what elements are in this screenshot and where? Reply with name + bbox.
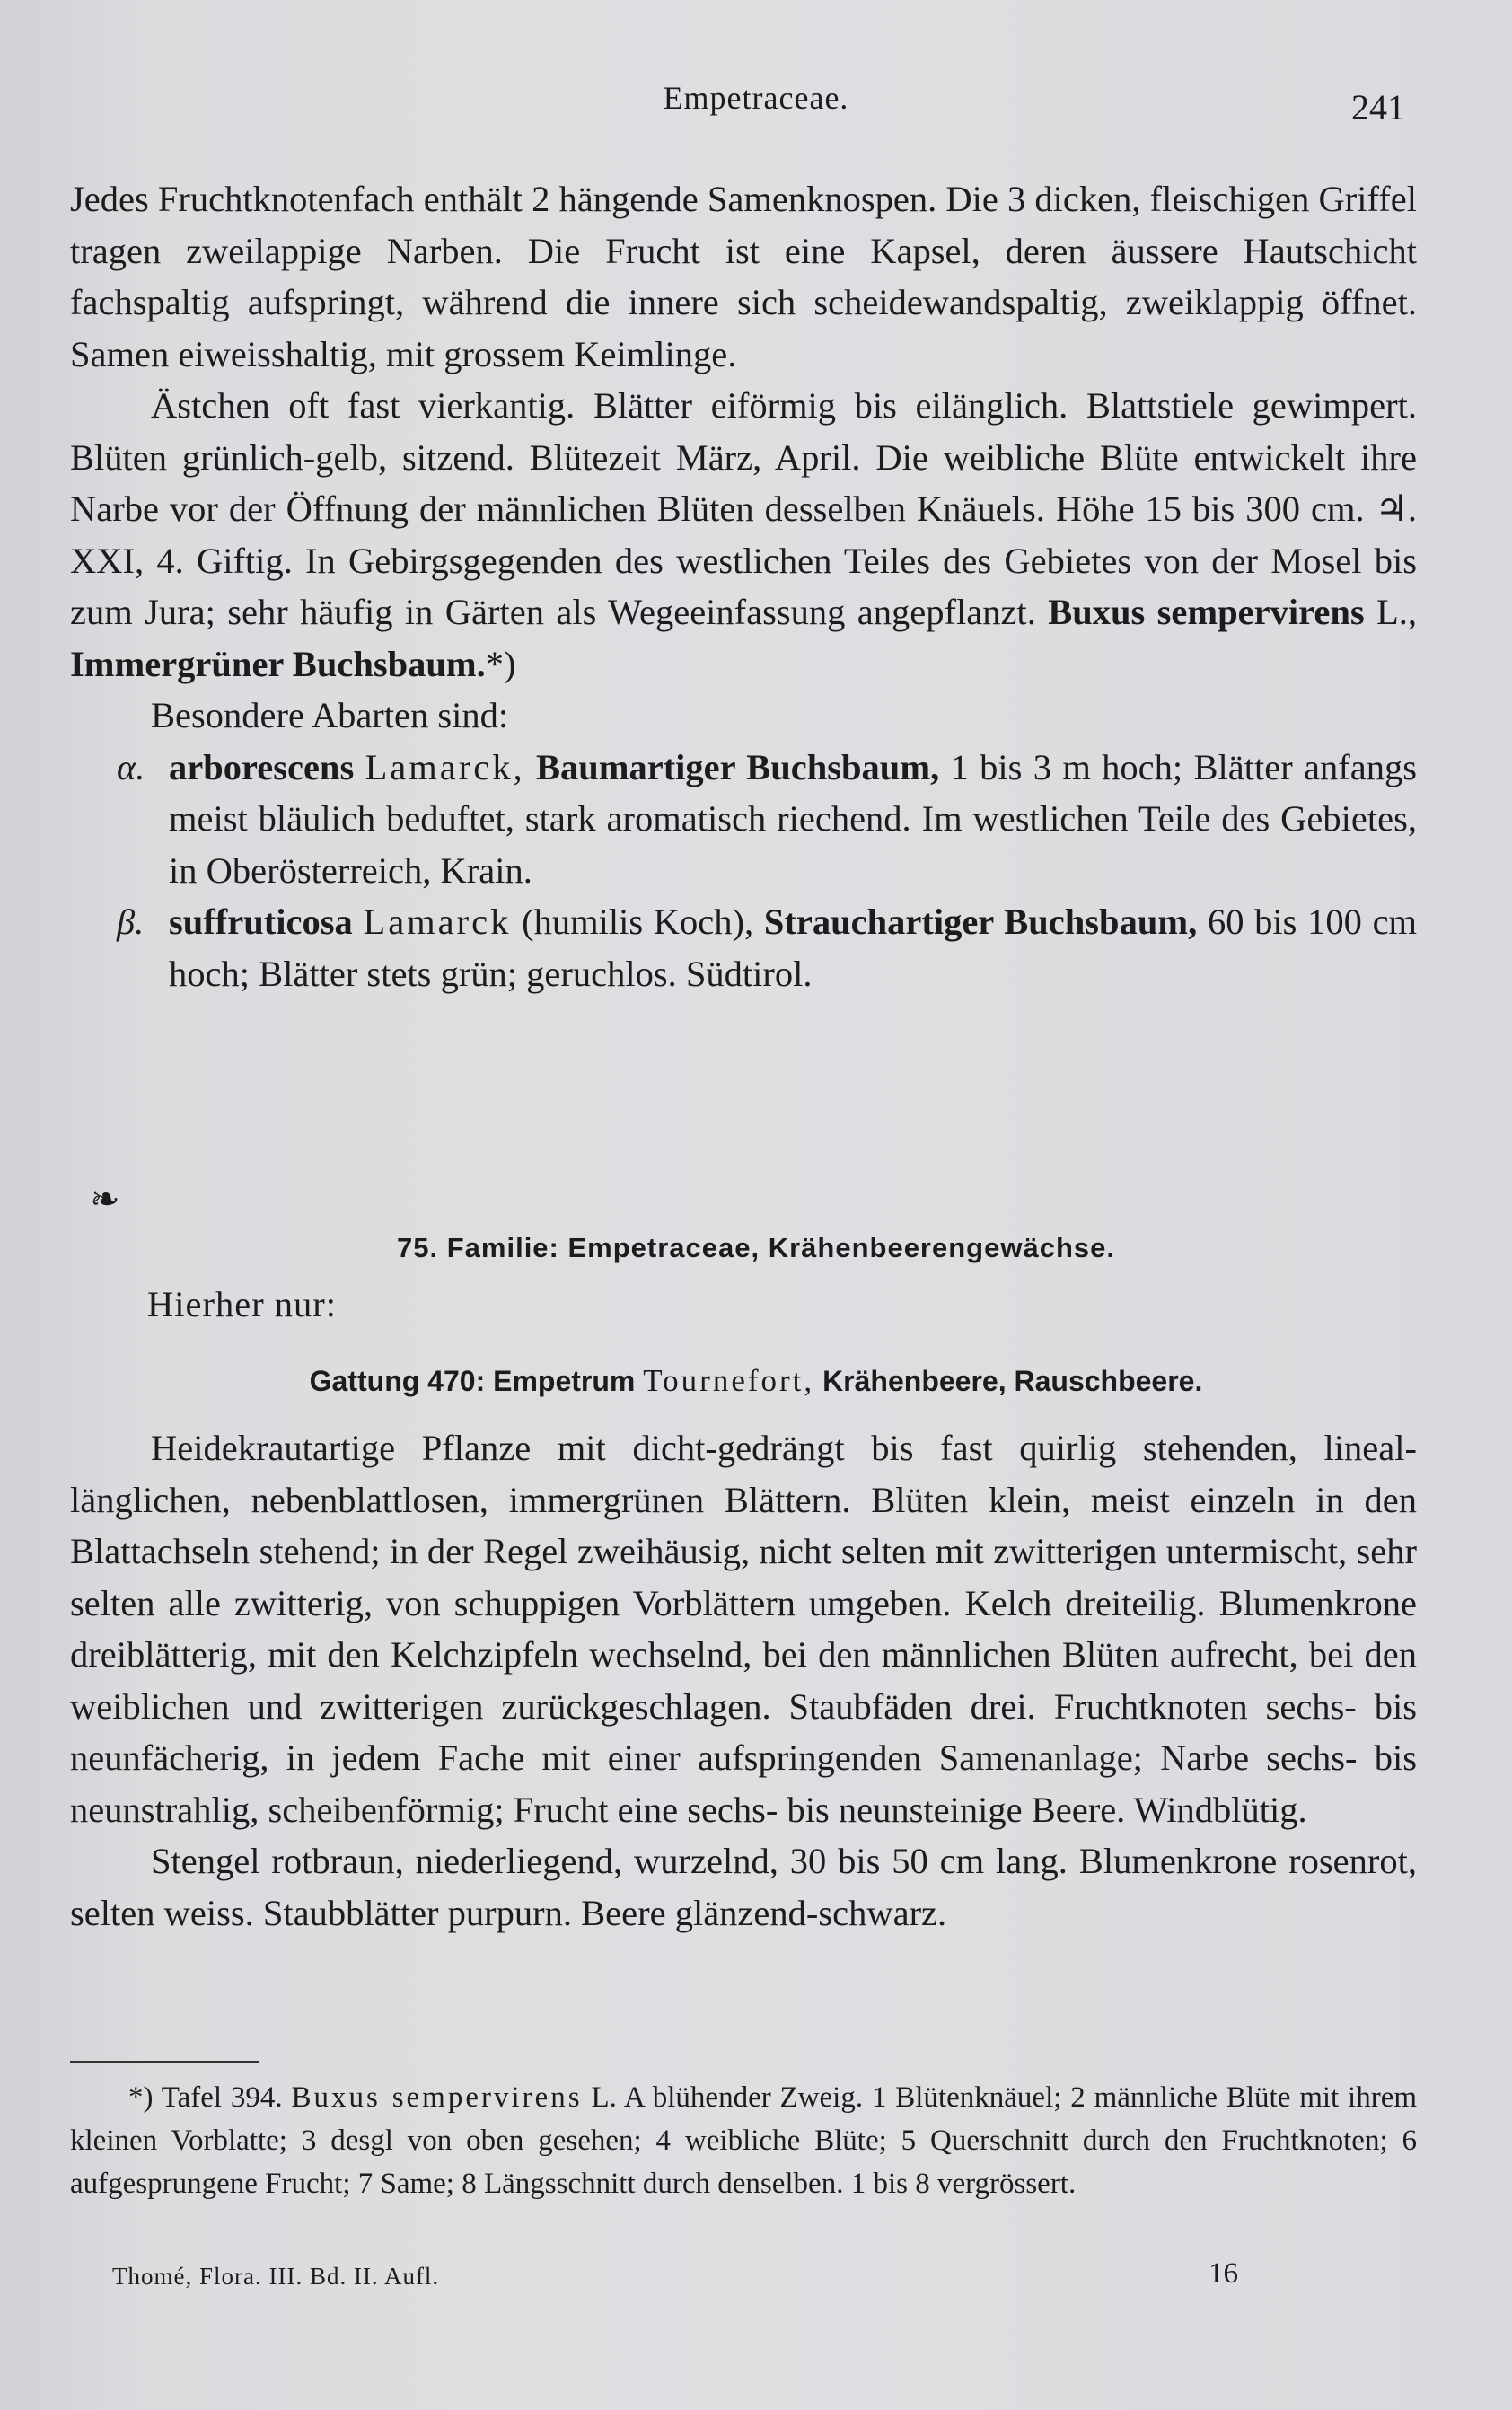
variety-name: suffruticosa <box>169 902 353 942</box>
genus-heading <box>0 1363 1512 1399</box>
variety-description: 1 bis 3 m hoch; Blätter anfangs meist bläulich beduftet, stark aromatisch riechend. Im westlichen Teile des Gebietes, in Oberösterreich, Krain. <box>169 746 1418 891</box>
variety-mark: β. <box>117 902 145 942</box>
printer-signature: Thomé, Flora. III. Bd. II. Aufl. <box>112 2263 440 2290</box>
variety-common-name: Strauchartiger Buchsbaum, <box>763 902 1198 942</box>
genus-common-name: Krähenbeere, Rauschbeere. <box>822 1365 1203 1397</box>
species-author: L., <box>1376 592 1418 632</box>
species-name: Buxus sempervirens <box>1048 592 1365 632</box>
family-heading: 75. Familie: Empetraceae, Krähenbeerengewächse. <box>397 1232 1115 1263</box>
footnote-prefix: Tafel 394. <box>161 2081 283 2114</box>
variety-description: 60 bis 100 cm hoch; Blätter stets grün; geruchlos. Südtirol. <box>169 902 1418 994</box>
buxus-description: Ästchen oft fast vierkantig. Blätter eiförmig bis eilänglich. Blattstiele gewimpert. Blüten grünlich-gelb, sitzend. Blütezeit März, April. Die weibliche Blüte entwickelt ihre Narbe vor der Öffnung der männlichen Blüten desselben Knäuels. Höhe 15 bis 300 cm. ♃. XXI, 4. Giftig. In Gebirgsgegenden des westlichen Teiles des Gebietes von der Mosel bis zum Jura; sehr häufig in Gärten als Wegeeinfassung angepflanzt. <box>70 385 1417 632</box>
footnote-mark: *) <box>128 2081 154 2114</box>
variety-synonym: (humilis Koch), <box>522 902 754 942</box>
page-number: 241 <box>1351 87 1405 128</box>
footnote-reference: *) <box>485 643 516 684</box>
variety-text <box>169 742 1417 897</box>
variety-beta <box>70 896 1417 999</box>
variety-author: Lamarck, <box>365 746 525 787</box>
genus-text-block <box>70 1422 1417 1939</box>
species-common-name: Immergrüner Buchsbaum. <box>70 643 486 684</box>
hierher-label: Hierher nur: <box>147 1284 338 1324</box>
variety-text <box>169 896 1417 999</box>
variety-common-name: Baumartiger Buchsbaum, <box>535 746 940 787</box>
footnote-species: Buxus sempervirens <box>291 2081 583 2114</box>
paragraph-mark: ❧ <box>90 1179 120 1219</box>
genus-label: Gattung 470: <box>309 1365 486 1397</box>
fruit-paragraph: Jedes Fruchtknotenfach enthält 2 hängende Samenknospen. Die 3 dicken, fleischigen Griffel tragen zweilappige Narben. Die Frucht ist eine Kapsel, deren äussere Hautschicht fachspaltig aufspringt, während die innere sich scheidewandspaltig, zweiklappig öffnet. Samen eiweisshaltig, mit grossem Keimlinge. <box>70 179 1417 374</box>
variety-author: Lamarck <box>363 902 512 942</box>
varieties-intro: Besondere Abarten sind: <box>151 695 509 735</box>
genus-author: Tournefort, <box>643 1363 815 1398</box>
buxus-paragraph <box>70 380 1417 690</box>
upper-text-block <box>70 173 1417 999</box>
footnote-divider <box>70 2061 259 2063</box>
variety-name: arborescens <box>169 746 355 787</box>
footnote-text: L. A blühender Zweig. 1 Blütenknäuel; 2 männliche Blüte mit ihrem kleinen Vorblatte; 3 desgl von oben gesehen; 4 weibliche Blüte; 5 Querschnitt durch den Fruchtknoten; 6 aufgesprungene Frucht; 7 Same; 8 Längsschnitt durch denselben. 1 bis 8 vergrössert. <box>70 2081 1418 2200</box>
sheet-number: 16 <box>1209 2257 1238 2290</box>
genus-description: Heidekrautartige Pflanze mit dicht-gedrängt bis fast quirlig stehenden, lineal-länglichen, nebenblattlosen, immergrünen Blättern. Blüten klein, meist einzeln in den Blattachseln stehend; in der Regel zweihäusig, nicht selten mit zwitterigen untermischt, sehr selten alle zwitterig, von schuppigen Vorblättern umgeben. Kelch dreiteilig. Blumenkrone dreiblätterig, mit den Kelchzipfeln wechselnd, bei den männlichen Blüten aufrecht, bei den weiblichen und zwitterigen zurückgeschlagen. Staubfäden drei. Fruchtknoten sechs- bis neunfächerig, in jedem Fache mit einer aufspringenden Samenanlage; Narbe sechs- bis neunstrahlig, scheibenförmig; Frucht eine sechs- bis neunsteinige Beere. Windblütig. <box>70 1428 1417 1830</box>
running-header: Empetraceae. <box>663 80 849 116</box>
footnote <box>70 2076 1417 2205</box>
genus-name: Empetrum <box>493 1365 636 1397</box>
variety-alpha <box>70 742 1417 897</box>
stem-paragraph: Stengel rotbraun, niederliegend, wurzelnd, 30 bis 50 cm lang. Blumenkrone rosenrot, selten weiss. Staubblätter purpurn. Beere glänzend-schwarz. <box>70 1841 1417 1933</box>
variety-mark: α. <box>117 746 145 787</box>
